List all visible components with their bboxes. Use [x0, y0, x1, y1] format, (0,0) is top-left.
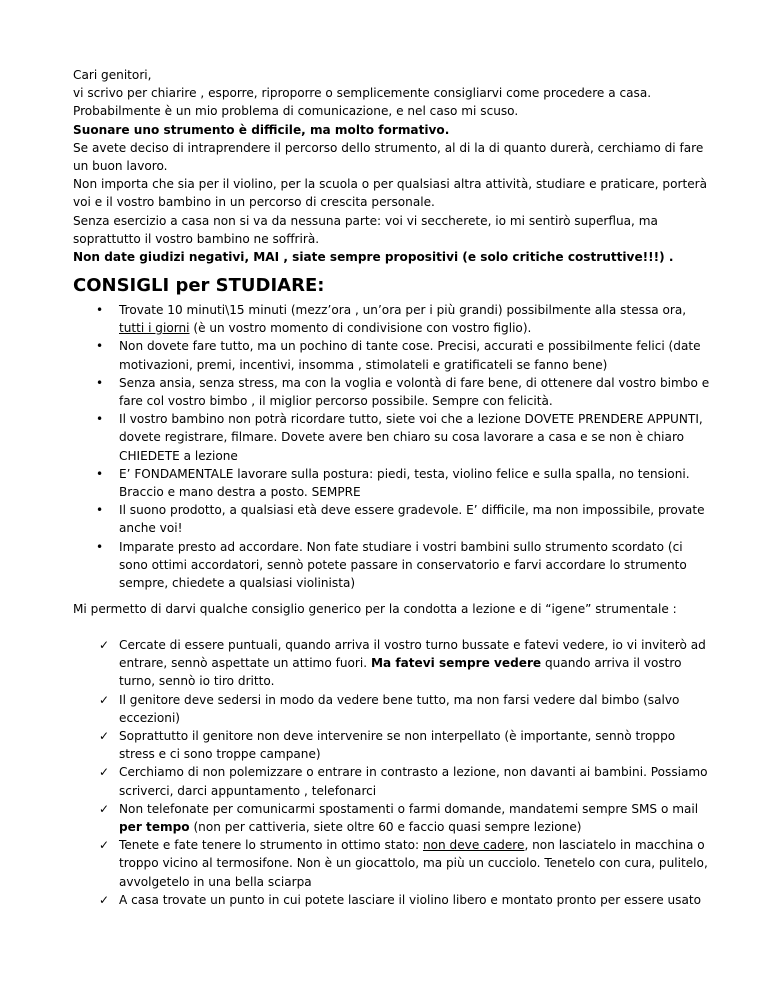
list-item-text: E’ FONDAMENTALE lavorare sulla postura: piedi, testa, violino felice e sulla spalla, no tensioni. Braccio e mano destra a posto. SEMPRE	[119, 466, 690, 500]
bold-text: per tempo	[119, 820, 190, 835]
bullet-icon: •	[96, 539, 104, 554]
list-item-text: Tenete e fate tenere lo strumento in ottimo stato:	[119, 838, 423, 853]
list-item	[73, 337, 713, 373]
list-item	[73, 891, 713, 909]
list-item-text: Non telefonate per comunicarmi spostamenti o farmi domande, mandatemi sempre SMS o mail	[119, 801, 699, 816]
list-item-text: Cercate di essere puntuali, quando arriva il vostro turno bussate e fatevi vedere, io vi inviterò ad entrare, sennò aspettate un attimo fuori.	[119, 638, 706, 671]
conduct-intro-paragraph: Mi permetto di darvi qualche consiglio generico per la condotta a lezione e di “igene” strumentale :	[73, 602, 677, 616]
intro-section	[73, 66, 713, 266]
list-item	[73, 691, 713, 727]
intro-paragraph: Non importa che sia per il violino, per la scuola o per qualsiasi altra attività, studiare e praticare, porterà voi e il vostro bambino in un percorso di crescita personale.	[73, 177, 708, 210]
bold-text: Ma fatevi sempre vedere	[370, 656, 542, 671]
intro-bold-statement: Non date giudizi negativi, MAI , siate sempre propositivi (e solo critiche costruttive!!!) .	[73, 250, 674, 265]
list-item-text: Cerchiamo di non polemizzare o entrare in contrasto a lezione, non davanti ai bambini. Possiamo scriverci, darci appuntamento , telefonarci	[119, 765, 708, 798]
intro-paragraph: Se avete deciso di intraprendere il percorso dello strumento, al di la di quanto durerà, cerchiamo di fare un buon lavoro.	[73, 140, 704, 174]
intro-paragraph: vi scrivo per chiarire , esporre, riproporre o semplicemente consigliarvi come procedere a casa.	[73, 86, 652, 101]
checkmark-icon: ✓	[99, 692, 110, 707]
study-tips-list	[73, 301, 713, 592]
list-item	[73, 465, 713, 501]
list-item-text: quando arriva il vostro turno, sennò io tiro dritto.	[119, 656, 682, 689]
list-item-text: Trovate 10 minuti\15 minuti (mezz’ora , un’ora per i più grandi) possibilmente alla stessa ora,	[119, 303, 687, 317]
list-item	[73, 301, 713, 337]
bullet-icon: •	[96, 466, 104, 481]
underlined-text: non deve cadere	[422, 838, 525, 853]
list-item-text: Il suono prodotto, a qualsiasi età deve essere gradevole. E’ difficile, ma non impossibile, provate anche voi!	[119, 503, 705, 536]
bullet-icon: •	[96, 303, 104, 317]
section-heading: CONSIGLI per STUDIARE:	[73, 275, 325, 296]
conduct-tips-list	[73, 636, 713, 909]
checkmark-icon: ✓	[99, 729, 110, 744]
list-item	[73, 636, 713, 691]
list-item	[73, 763, 713, 799]
list-item-text: (non per cattiveria, siete oltre 60 e faccio quasi sempre lezione)	[189, 820, 582, 835]
intro-paragraph: Senza esercizio a casa non si va da nessuna parte: voi vi seccherete, io mi sentirò superflua, ma soprattutto il vostro bambino ne soffrirà.	[73, 213, 658, 246]
list-item-text: Il vostro bambino non potrà ricordare tutto, siete voi che a lezione DOVETE PRENDERE APPUNTI, dovete registrare, filmare. Dovete avere ben chiaro su cosa lavorare a casa e se non è chiaro CHIEDETE a lezione	[119, 412, 703, 463]
list-item	[73, 374, 713, 410]
intro-paragraph: Probabilmente è un mio problema di comunicazione, e nel caso mi scuso.	[73, 104, 519, 119]
list-item	[73, 501, 713, 537]
list-item-text: Soprattutto il genitore non deve intervenire se non interpellato (è importante, sennò troppo stress e ci sono troppe campane)	[119, 729, 676, 762]
intro-bold-statement: Suonare uno strumento è difficile, ma molto formativo.	[73, 122, 450, 137]
checkmark-icon: ✓	[99, 638, 110, 652]
bullet-icon: •	[96, 339, 104, 354]
checkmark-icon: ✓	[99, 765, 110, 780]
list-item-text: Senza ansia, senza stress, ma con la voglia e volontà di fare bene, di ottenere dal vostro bimbo e fare col vostro bimbo , il miglior percorso possibile. Sempre con felicità.	[119, 375, 710, 409]
list-item	[73, 800, 713, 836]
checkmark-icon: ✓	[99, 892, 110, 907]
greeting: Cari genitori,	[73, 68, 152, 82]
list-item-text: , non lasciatelo in macchina o troppo vicino al termosifone. Non è un giocattolo, ma più un cucciolo. Tenetelo con cura, pulitelo, avvolgetelo in una bella sciarpa	[119, 838, 708, 889]
list-item	[73, 836, 713, 891]
list-item-text: (è un vostro momento di condivisione con vostro figlio).	[189, 321, 532, 336]
underlined-text: tutti i giorni	[119, 321, 190, 336]
list-item-text: Il genitore deve sedersi in modo da vedere bene tutto, ma non farsi vedere dal bimbo (salvo eccezioni)	[119, 692, 680, 725]
list-item	[73, 538, 713, 593]
bullet-icon: •	[96, 375, 104, 390]
bullet-icon: •	[96, 412, 104, 427]
bullet-icon: •	[96, 503, 104, 518]
checkmark-icon: ✓	[99, 838, 110, 853]
list-item-text: A casa trovate un punto in cui potete lasciare il violino libero e montato pronto per essere usato	[119, 892, 702, 907]
checkmark-icon: ✓	[99, 801, 110, 816]
list-item	[73, 727, 713, 763]
list-item-text: Imparate presto ad accordare. Non fate studiare i vostri bambini sullo strumento scordato (ci sono ottimi accordatori, sennò potete passare in conservatorio e farvi accordare lo strumento sempre, chiedete a qualsiasi violinista)	[119, 539, 687, 591]
list-item	[73, 410, 713, 465]
list-item-text: Non dovete fare tutto, ma un pochino di tante cose. Precisi, accurati e possibilmente felici (date motivazioni, premi, incentivi, insomma , stimolateli e gratificateli se fanno bene)	[119, 339, 701, 372]
